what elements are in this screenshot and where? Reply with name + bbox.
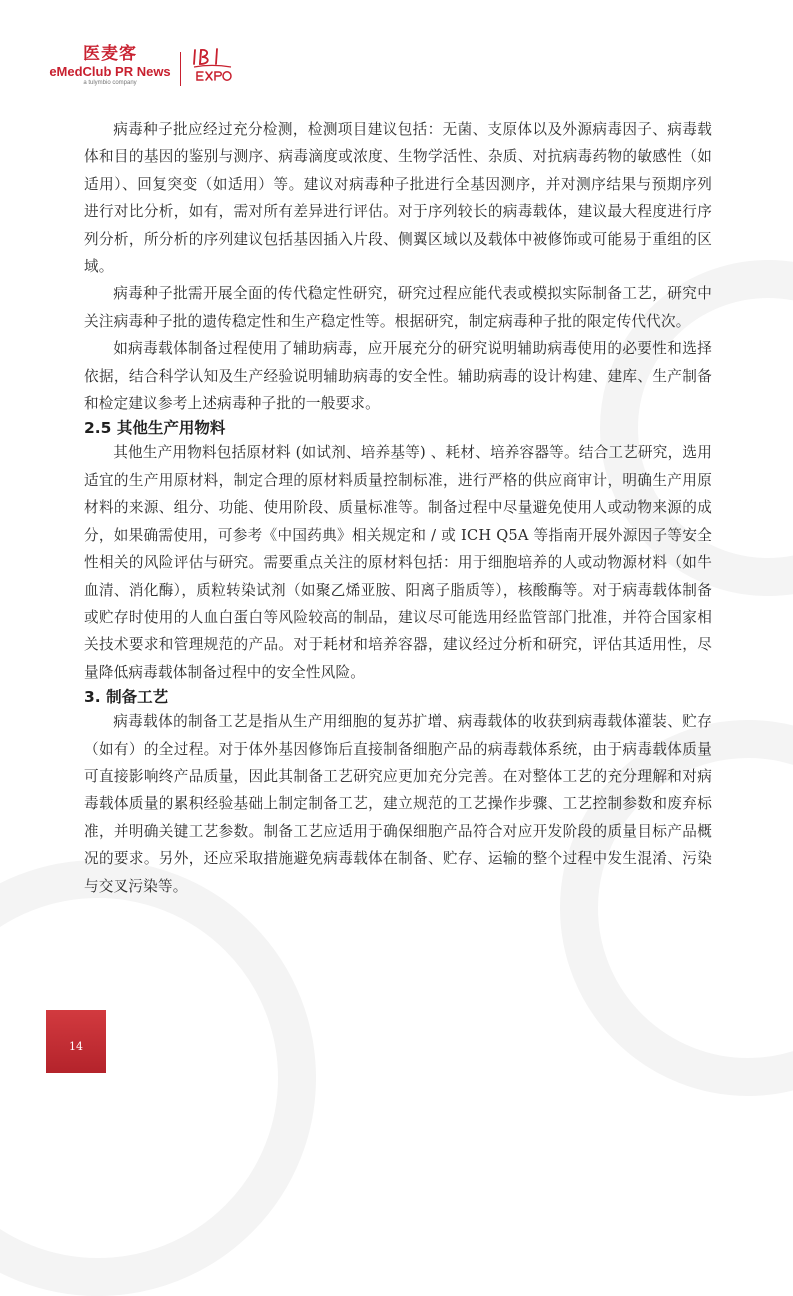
section-heading-3: 3. 制备工艺 [84, 688, 169, 707]
document-body [84, 116, 712, 900]
page-header [46, 44, 237, 96]
paragraph-passage-stability: 病毒种子批需开展全面的传代稳定性研究，研究过程应能代表或模拟实际制备工艺，研究中关注病毒种子批的遗传稳定性和生产稳定性等。根据研究，制定病毒种子批的限定传代代次。 [84, 285, 712, 330]
paragraph-helper-virus: 如病毒载体制备过程使用了辅助病毒，应开展充分的研究说明辅助病毒使用的必要性和选择依据，结合科学认知及生产经验说明辅助病毒的安全性。辅助病毒的设计构建、建库、生产制备和检定建议参考上述病毒种子批的一般要求。 [84, 340, 712, 413]
section-heading-2-5: 2.5 其他生产用物料 [84, 419, 226, 438]
brand-subtitle: a tulymbio company [83, 80, 137, 86]
paragraph-manufacturing-process: 病毒载体的制备工艺是指从生产用细胞的复苏扩增、病毒载体的收获到病毒载体灌装、贮存（如有）的全过程。对于体外基因修饰后直接制备细胞产品的病毒载体系统，由于病毒载体质量可直接影响终产品质量，因此其制备工艺研究应更加充分完善。在对整体工艺的充分理解和对病毒载体质量的累积经验基础上制定制备工艺，建立规范的工艺操作步骤、工艺控制参数和废弃标准，并明确关键工艺参数。制备工艺应适用于确保细胞产品符合对应开发阶段的质量目标产品概况的要求。另外，还应采取措施避免病毒载体在制备、贮存、运输的整个过程中发生混淆、污染与交叉污染等。 [84, 713, 712, 895]
logo-divider [180, 52, 181, 86]
background-watermark [0, 860, 316, 1296]
page-number-tab [46, 1010, 106, 1073]
brand-chinese-name: 医麦客 [83, 44, 137, 64]
paragraph-virus-seed-testing: 病毒种子批应经过充分检测，检测项目建议包括：无菌、支原体以及外源病毒因子、病毒载体和目的基因的鉴别与测序、病毒滴度或浓度、生物学活性、杂质、对抗病毒药物的敏感性（如适用）、回复突变（如适用）等。建议对病毒种子批进行全基因测序，并对测序结果与预期序列进行对比分析，如有，需对所有差异进行评估。对于序列较长的病毒载体，建议最大程度进行序列分析，所分析的序列建议包括基因插入片段、侧翼区域以及载体中被修饰或可能易于重组的区域。 [84, 121, 712, 276]
emedclub-logo [46, 44, 174, 87]
paragraph-other-materials: 其他生产用物料包括原材料 (如试剂、培养基等) 、耗材、培养容器等。结合工艺研究，选用适宜的生产用原材料，制定合理的原材料质量控制标准，进行严格的供应商审计，明确生产用原材料的来源、组分、功能、使用阶段、质量标准等。制备过程中尽量避免使用人或动物来源的成分，如果确需使用，可参考《中国药典》相关规定和 / 或 ICH Q5A 等指南开展外源因子等安全性相关的风险评估与研究。需要重点关注的原材料包括：用于细胞培养的人或动物源材料（如牛血清、消化酶），质粒转染试剂（如聚乙烯亚胺、阳离子脂质等），核酸酶等。对于病毒载体制备或贮存时使用的人血白蛋白等风险较高的制品，建议尽可能选用经监管部门批准，并符合国家相关技术要求和管理规范的产品。对于耗材和培养容器，建议经过分析和研究，评估其适用性，尽量降低病毒载体制备过程中的安全性风险。 [84, 444, 712, 681]
page-number: 14 [69, 1040, 83, 1053]
ibi-expo-logo-icon [191, 46, 237, 86]
brand-english-name: eMedClub PR News [49, 64, 171, 79]
